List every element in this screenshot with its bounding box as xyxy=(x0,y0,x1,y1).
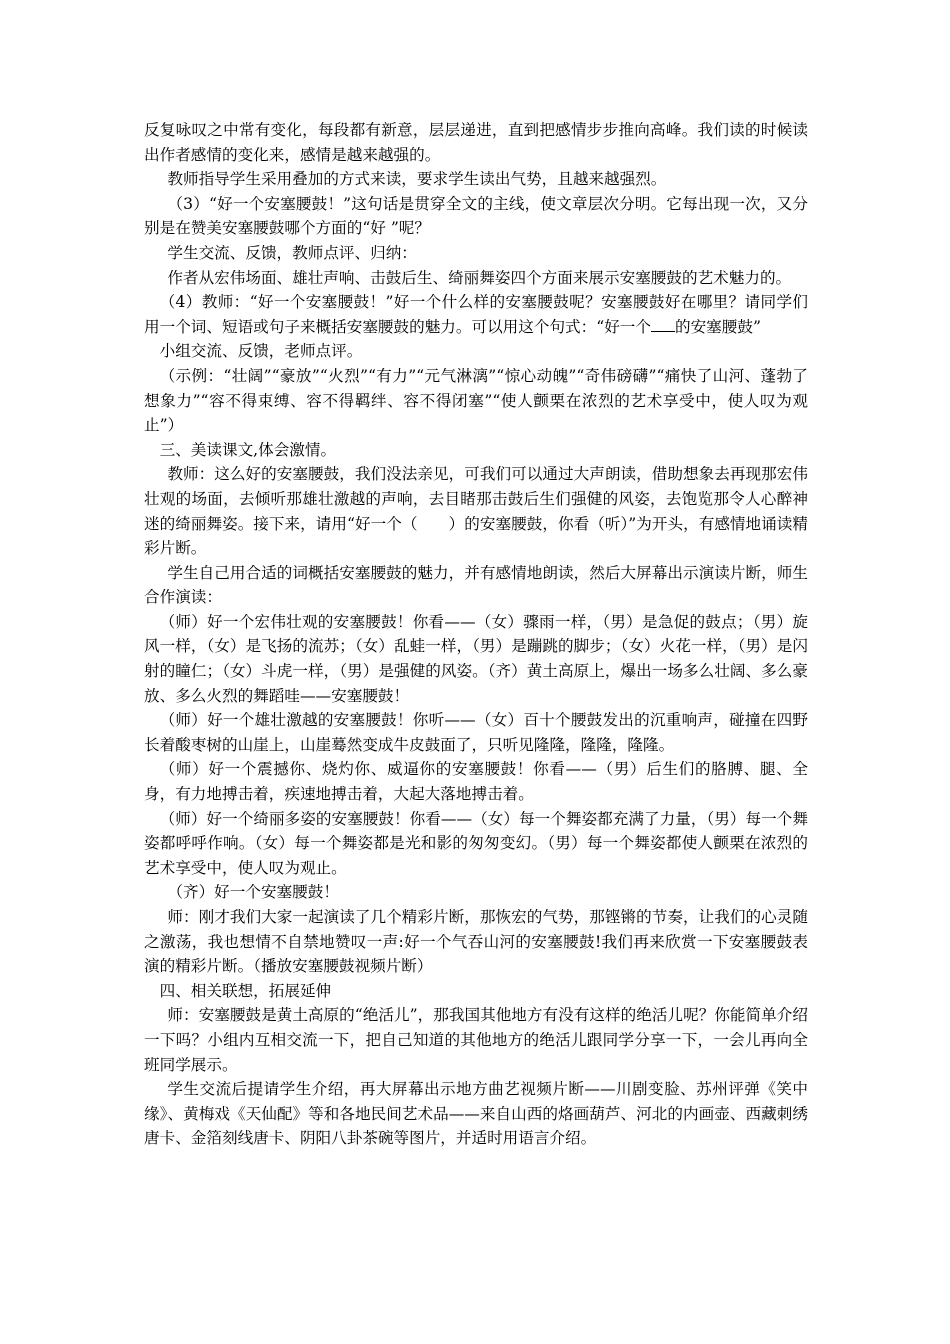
paragraph-19: 师：安塞腰鼓是黄土高原的“绝活儿”，那我国其他地方有没有这样的绝活儿呢？你能简单介绍一下吗？小组内互相交流一下，把自己知道的其他地方的绝活儿跟同学分享一下，一会儿再向全班同学展示。 xyxy=(144,1006,808,1074)
paragraph-5: 作者从宏伟场面、雄壮声响、击鼓后生、绮丽舞姿四个方面来展示安塞腰鼓的艺术魅力的。 xyxy=(167,268,792,287)
paragraph-7: 小组交流、反馈，老师点评。 xyxy=(159,342,363,361)
paragraph-11: 学生自己用合适的词概括安塞腰鼓的魅力，并有感情地朗读，然后大屏幕出示演读片断，师生合作演读： xyxy=(144,563,808,607)
paragraph-2: 教师指导学生采用叠加的方式来读，要求学生读出气势，且越来越强烈。 xyxy=(167,170,667,189)
paragraph-6-end: 的安塞腰鼓” xyxy=(674,317,761,336)
fill-blank xyxy=(651,317,675,332)
paragraph-1: 反复咏叹之中常有变化，每段都有新意，层层递进，直到把感情步步推向高峰。我们读的时候读出作者感情的变化来，感情是越来越强的。 xyxy=(144,121,808,164)
paragraph-6 xyxy=(144,290,808,339)
paragraph-15: （师）好一个绮丽多姿的安塞腰鼓！你看——（女）每一个舞姿都充满了力量，（男）每一个舞姿都呼呼作响。（女）每一个舞姿都是光和影的匆匆变幻。（男）每一个舞姿都使人颤栗在浓烈的艺术享受中，使人叹为观止。 xyxy=(144,809,808,877)
section-heading-4: 四、相关联想，拓展延伸 xyxy=(159,981,332,1000)
paragraph-3: （3）“好一个安塞腰鼓！”这句话是贯穿全文的主线，使文章层次分明。它每出现一次，又分别是在赞美安塞腰鼓哪个方面的“好 ”呢？ xyxy=(144,194,808,238)
paragraph-8: （示例：“壮阔”“豪放”“火烈”“有力”“元气淋漓”“惊心动魄”“奇伟磅礴”“痛快了山河、蓬勃了想象力”“容不得束缚、容不得羁绊、容不得闭塞”“使人颤栗在浓烈的艺术享受中，使人叹为观止”） xyxy=(144,366,808,435)
paragraph-12: （师）好一个宏伟壮观的安塞腰鼓！你看——（女）骤雨一样，（男）是急促的鼓点；（男）旋风一样，（女）是飞扬的流苏；（女）乱蛙一样，（男）是蹦跳的脚步；（女）火花一样，（男）是闪射的瞳仁；（女）斗虎一样，（男）是强健的风姿。（齐）黄土高原上，爆出一场多么壮阔、多么豪放、多么火烈的舞蹈哇——安塞腰鼓！ xyxy=(144,612,808,705)
paragraph-4: 学生交流、反馈，教师点评、归纳： xyxy=(167,243,417,262)
document-page xyxy=(144,118,808,1151)
paragraph-16: （齐）好一个安塞腰鼓！ xyxy=(167,883,339,902)
paragraph-13: （师）好一个雄壮激越的安塞腰鼓！你听——（女）百十个腰鼓发出的沉重响声，碰撞在四野长着酸枣树的山崖上，山崖蓦然变成牛皮鼓面了，只听见隆隆，隆隆，隆隆。 xyxy=(144,711,808,754)
paragraph-20: 学生交流后提请学生介绍，再大屏幕出示地方曲艺视频片断——川剧变脸、苏州评弹《笑中缘》、黄梅戏《天仙配》等和各地民间艺术品——来自山西的烙画葫芦、河北的内画壶、西藏刺绣唐卡、金箔刻线唐卡、阴阳八卦茶碗等图片，并适时用语言介绍。 xyxy=(144,1080,808,1148)
section-heading-3: 三、美读课文,体会激情。 xyxy=(159,440,337,459)
paragraph-6-start: （4）教师：“好一个安塞腰鼓！”好一个什么样的安塞腰鼓呢？安塞腰鼓好在哪里？请同学们用一个词、短语或句子来概括安塞腰鼓的魅力。可以用这个句式：“好一个 xyxy=(144,293,808,336)
paragraph-10: 教师：这么好的安塞腰鼓，我们没法亲见，可我们可以通过大声朗读，借助想象去再现那宏伟壮观的场面，去倾听那雄壮激越的声响，去目睹那击鼓后生们强健的风姿，去饱览那令人心醉神迷的绮丽舞姿。接下来，请用“好一个（ ）的安塞腰鼓，你看（听）”为开头，有感情地诵读精彩片断。 xyxy=(144,465,808,558)
paragraph-14: （师）好一个震撼你、烧灼你、威逼你的安塞腰鼓！你看——（男）后生们的胳膊、腿、全身，有力地搏击着，疾速地搏击着，大起大落地搏击着。 xyxy=(144,760,808,804)
paragraph-17: 师：刚才我们大家一起演读了几个精彩片断，那恢宏的气势，那铿锵的节奏，让我们的心灵随之激荡，我也想情不自禁地赞叹一声:好一个气吞山河的安塞腰鼓!我们再来欣赏一下安塞腰鼓表演的精彩片断。（播放安塞腰鼓视频片断） xyxy=(144,908,808,976)
